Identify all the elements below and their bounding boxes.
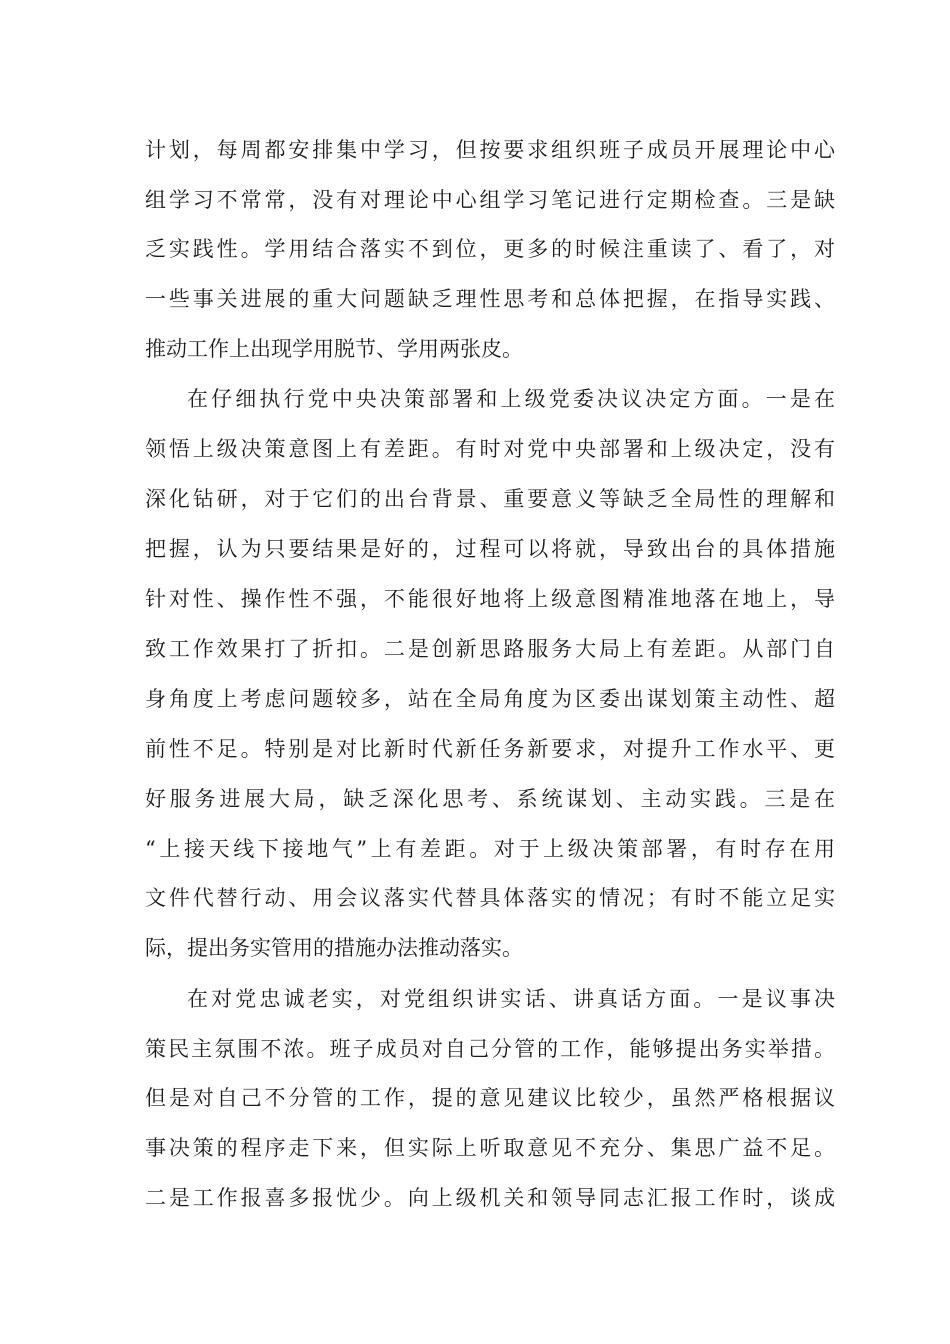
text-line: 领悟上级决策意图上有差距。有时对党中央部署和上级决定，没有 (145, 437, 835, 461)
text-line: 深化钻研，对于它们的出台背景、重要意义等缺乏全局性的理解和 (145, 487, 835, 511)
text-line: 身角度上考虑问题较多，站在全局角度为区委出谋划策主动性、超 (145, 687, 835, 711)
text-line: 事决策的程序走下来，但实际上听取意见不充分、集思广益不足。 (145, 1136, 835, 1160)
text-line: 把握，认为只要结果是好的，过程可以将就，导致出台的具体措施 (145, 537, 835, 561)
text-line: 但是对自己不分管的工作，提的意见建议比较少，虽然严格根据议 (145, 1086, 835, 1110)
text-line: 好服务进展大局，缺乏深化思考、系统谋划、主动实践。三是在 (145, 787, 835, 811)
text-line: 二是工作报喜多报忧少。向上级机关和领导同志汇报工作时，谈成 (145, 1186, 835, 1210)
text-line: 推动工作上出现学用脱节、学用两张皮。 (145, 337, 523, 361)
text-line: “上接天线下接地气”上有差距。对于上级决策部署，有时存在用 (145, 837, 835, 861)
text-line: 际，提出务实管用的措施办法推动落实。 (145, 936, 523, 960)
text-line: 文件代替行动、用会议落实代替具体落实的情况；有时不能立足实 (145, 886, 835, 910)
text-line: 致工作效果打了折扣。二是创新思路服务大局上有差距。从部门自 (145, 637, 835, 661)
text-line: 策民主氛围不浓。班子成员对自己分管的工作，能够提出务实举措。 (145, 1037, 835, 1061)
text-line: 组学习不常常，没有对理论中心组学习笔记进行定期检查。三是缺 (145, 188, 835, 212)
paragraph-start-line: 在仔细执行党中央决策部署和上级党委决议决定方面。一是在 (187, 387, 835, 411)
text-line: 一些事关进展的重大问题缺乏理性思考和总体把握，在指导实践、 (145, 287, 835, 311)
paragraph-start-line: 在对党忠诚老实，对党组织讲实话、讲真话方面。一是议事决 (187, 987, 835, 1011)
text-line: 乏实践性。学用结合落实不到位，更多的时候注重读了、看了，对 (145, 237, 835, 261)
text-line: 前性不足。特别是对比新时代新任务新要求，对提升工作水平、更 (145, 737, 835, 761)
text-line: 计划，每周都安排集中学习，但按要求组织班子成员开展理论中心 (145, 138, 835, 162)
text-line: 针对性、操作性不强，不能很好地将上级意图精准地落在地上，导 (145, 587, 835, 611)
